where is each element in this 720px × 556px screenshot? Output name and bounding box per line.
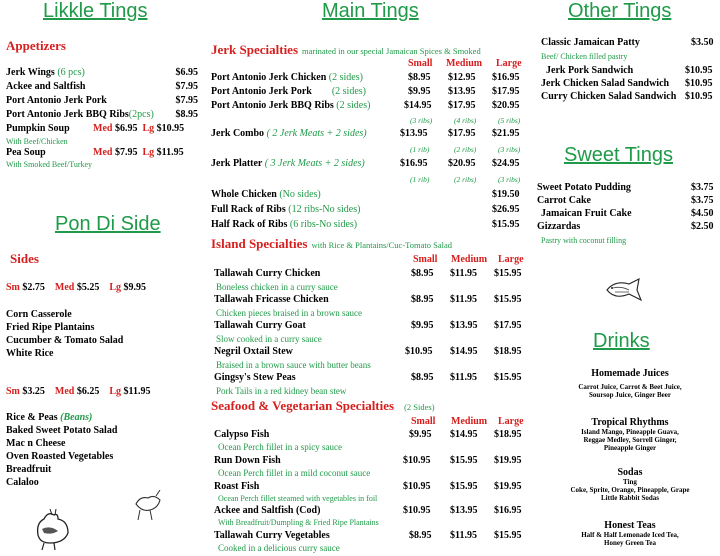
menu-item-price: $6.95 [175, 67, 198, 78]
price-medium: $15.95 [450, 455, 478, 466]
seafood-item-desc: Ocean Perch fillet steamed with vegetables in foil [218, 494, 378, 503]
price-medium: $11.95 [450, 294, 477, 305]
price-large: $19.50 [492, 189, 520, 200]
price-large: $20.95 [492, 100, 520, 111]
price-large: $16.95 [492, 72, 520, 83]
price-small: $16.95 [400, 158, 428, 169]
seafood-item-desc: Ocean Perch fillet in a mild coconut sauce [218, 468, 371, 478]
price-large: $26.95 [492, 204, 520, 215]
col-small: Small [411, 416, 436, 427]
island-item-desc: Boneless chicken in a curry sauce [216, 282, 338, 292]
patty-item: Classic Jamaican Patty [541, 37, 640, 48]
drink-line: Reggae Medley, Sorrell Ginger, [583, 436, 677, 444]
price-medium: $14.95 [450, 429, 478, 440]
sandwich-price: $10.95 [685, 91, 713, 102]
price-small: $8.95 [411, 268, 434, 279]
price-large: $18.95 [494, 346, 522, 357]
jerk-combo: Jerk Combo ( 2 Jerk Meats + 2 sides) [211, 128, 367, 139]
side-item: White Rice [6, 348, 54, 359]
drink-group [560, 520, 700, 547]
col-small: Small [408, 58, 433, 69]
island-item: Negril Oxtail Stew [214, 346, 293, 357]
col-large: Large [496, 58, 522, 69]
island-item-desc: Pork Tails in a red kidney bean stew [216, 386, 347, 396]
menu-item: Port Antonio Jerk BBQ Ribs(2pcs) [6, 109, 154, 120]
island-item: Tallawah Curry Goat [214, 320, 306, 331]
side-item: Fried Ripe Plantains [6, 322, 95, 333]
price-large: $19.95 [494, 455, 522, 466]
side-item: Breadfruit [6, 464, 52, 475]
pea-soup-note: With Smoked Beef/Turkey [6, 160, 93, 169]
side-item: Oven Roasted Vegetables [6, 451, 114, 462]
price-medium: $13.95 [448, 86, 476, 97]
rib-count: (1 rib) [410, 175, 430, 184]
menu-item: Port Antonio Jerk Pork [6, 95, 107, 106]
island-item-desc: Slow cooked in a curry sauce [216, 334, 322, 344]
drink-line: Half & Half Lemonade Iced Tea, [581, 531, 679, 539]
price-small: $9.95 [408, 86, 431, 97]
dessert-item: Carrot Cake [537, 195, 591, 206]
menu-item-price: $8.95 [175, 109, 198, 120]
price-small: $9.95 [411, 320, 434, 331]
side-item: Mac n Cheese [6, 438, 66, 449]
price-large: $24.95 [492, 158, 520, 169]
price-medium: $15.95 [450, 481, 478, 492]
pumpkin-soup-prices: Med $6.95 Lg $10.95 [93, 123, 185, 134]
sides-tier2-prices: Sm $3.25 Med $6.25 Lg $11.95 [6, 386, 151, 397]
jerk-specialties-heading: Jerk Specialties marinated in our special Jamaican Spices & Smoked [211, 42, 481, 57]
price-medium: $12.95 [448, 72, 476, 83]
side-item: Rice & Peas (Beans) [6, 412, 93, 423]
dessert-item: Sweet Potato Pudding [537, 182, 631, 193]
dessert-price: $4.50 [691, 208, 714, 219]
drink-group [560, 417, 700, 452]
drinks-header: Drinks [593, 330, 650, 352]
price-large: $15.95 [492, 219, 520, 230]
price-small: $9.95 [409, 429, 432, 440]
seafood-item: Roast Fish [214, 481, 260, 492]
seafood-item: Run Down Fish [214, 455, 281, 466]
price-medium: $13.95 [450, 505, 478, 516]
seafood-item: Ackee and Saltfish (Cod) [214, 505, 321, 516]
rib-count: (2 ribs) [454, 175, 477, 184]
price-large: $16.95 [494, 505, 522, 516]
price-medium: $14.95 [450, 346, 478, 357]
dessert-item: Gizzardas [537, 221, 581, 232]
price-small: $8.95 [411, 372, 434, 383]
dessert-price: $2.50 [691, 221, 714, 232]
drink-line: Island Mango, Pineapple Guava, [581, 428, 679, 436]
price-small: $8.95 [409, 530, 432, 541]
sandwich-item: Jerk Pork Sandwich [546, 65, 634, 76]
patty-price: $3.50 [691, 37, 714, 48]
price-small: $10.95 [403, 505, 431, 516]
price-large: $17.95 [492, 86, 520, 97]
seafood-heading: Seafood & Vegetarian Specialties (2 Sides) [211, 398, 435, 413]
price-small: $14.95 [404, 100, 432, 111]
dessert-price: $3.75 [691, 195, 714, 206]
jerk-item: Port Antonio Jerk BBQ Ribs (2 sides) [211, 100, 371, 111]
likkle-tings-header: Likkle Tings [43, 0, 148, 22]
drink-group-title: Sodas [617, 467, 643, 478]
price-large: $15.95 [494, 294, 522, 305]
price-medium: $11.95 [450, 530, 477, 541]
whole-item: Full Rack of Ribs (12 ribs-No sides) [211, 204, 361, 215]
main-tings-header: Main Tings [322, 0, 419, 22]
seafood-item-desc: With Breadfruit/Dumpling & Fried Ripe Plantains [218, 518, 379, 527]
sweet-tings-header: Sweet Tings [564, 144, 673, 166]
price-large: $18.95 [494, 429, 522, 440]
drink-group-title: Honest Teas [604, 520, 656, 531]
sandwich-item: Curry Chicken Salad Sandwich [541, 91, 677, 102]
rib-count: (3 ribs) [498, 145, 521, 154]
price-medium: $17.95 [448, 100, 476, 111]
other-tings-header: Other Tings [568, 0, 672, 22]
rib-count: (3 ribs) [498, 175, 521, 184]
rib-count: (2 ribs) [454, 145, 477, 154]
drink-line: Soursop Juice, Ginger Beer [589, 391, 671, 399]
whole-item: Whole Chicken (No sides) [211, 189, 321, 200]
pumpkin-soup-note: With Beef/Chicken [6, 137, 68, 146]
seafood-item: Tallawah Curry Vegetables [214, 530, 330, 541]
sandwich-price: $10.95 [685, 78, 713, 89]
pon-di-side-header: Pon Di Side [55, 213, 161, 235]
sides-title: Sides [10, 251, 39, 266]
dessert-note: Pastry with coconut filling [541, 236, 627, 245]
drink-group [560, 368, 700, 399]
price-small: $8.95 [408, 72, 431, 83]
price-small: $8.95 [411, 294, 434, 305]
price-medium: $11.95 [450, 372, 477, 383]
dessert-item: Jamaican Fruit Cake [541, 208, 632, 219]
price-small: $10.95 [403, 481, 431, 492]
fish-sketch-icon [603, 276, 643, 302]
price-large: $15.95 [494, 530, 522, 541]
island-item-desc: Braised in a brown sauce with butter beans [216, 360, 371, 370]
island-item-desc: Chicken pieces braised in a brown sauce [216, 308, 362, 318]
pea-soup: Pea Soup [6, 147, 46, 158]
rib-count: (3 ribs) [410, 116, 433, 125]
pea-soup-prices: Med $7.95 Lg $11.95 [93, 147, 184, 158]
island-item: Gingsy's Stew Peas [214, 372, 296, 383]
seafood-item-desc: Ocean Perch fillet in a spicy sauce [218, 442, 342, 452]
price-large: $15.95 [494, 372, 522, 383]
price-small: $10.95 [403, 455, 431, 466]
col-large: Large [498, 254, 524, 265]
price-large: $21.95 [492, 128, 520, 139]
appetizers-title: Appetizers [6, 38, 66, 53]
side-item: Corn Casserole [6, 309, 72, 320]
sides-tier1-prices: Sm $2.75 Med $5.25 Lg $9.95 [6, 282, 147, 293]
drink-line: Carrot Juice, Carrot & Beet Juice, [578, 383, 682, 391]
drink-group [560, 467, 700, 502]
drink-line: Honey Green Tea [604, 539, 656, 547]
drink-line: Coke, Sprite, Orange, Pineapple, Grape [570, 486, 690, 494]
price-medium: $20.95 [448, 158, 476, 169]
rib-count: (4 ribs) [454, 116, 477, 125]
rib-count: (5 ribs) [498, 116, 521, 125]
price-medium: $17.95 [448, 128, 476, 139]
menu-item-price: $7.95 [175, 81, 198, 92]
drink-line: Pineapple Ginger [603, 444, 657, 452]
col-large: Large [498, 416, 524, 427]
sandwich-item: Jerk Chicken Salad Sandwich [541, 78, 670, 89]
price-large: $15.95 [494, 268, 522, 279]
island-specialties-heading: Island Specialties with Rice & Plantains/Cuc-Tomato Salad [211, 236, 453, 251]
col-small: Small [413, 254, 438, 265]
price-large: $17.95 [494, 320, 522, 331]
jerk-item: Port Antonio Jerk Chicken (2 sides) [211, 72, 363, 83]
drink-group-title: Homemade Juices [591, 368, 669, 379]
drink-line: Ting [623, 478, 637, 486]
dessert-price: $3.75 [691, 182, 714, 193]
rib-count: (1 rib) [410, 145, 430, 154]
col-medium: Medium [446, 58, 483, 69]
side-item: Calaloo [6, 477, 39, 488]
price-small: $13.95 [400, 128, 428, 139]
price-medium: $11.95 [450, 268, 477, 279]
patty-note: Beef/ Chicken filled pastry [541, 52, 628, 61]
jerk-item: Port Antonio Jerk Pork (2 sides) [211, 86, 366, 97]
whole-item: Half Rack of Ribs (6 ribs-No sides) [211, 219, 358, 230]
seafood-item-desc: Cooked in a delicious curry sauce [218, 543, 340, 553]
drink-line: Little Rabbit Sodas [601, 494, 659, 502]
goat-sketch-icon [130, 488, 166, 524]
col-medium: Medium [451, 254, 488, 265]
pumpkin-soup: Pumpkin Soup [6, 123, 70, 134]
jerk-platter: Jerk Platter ( 3 Jerk Meats + 2 sides) [211, 158, 365, 169]
price-medium: $13.95 [450, 320, 478, 331]
price-large: $19.95 [494, 481, 522, 492]
sandwich-price: $10.95 [685, 65, 713, 76]
island-item: Tallawah Fricasse Chicken [214, 294, 329, 305]
drink-group-title: Tropical Rhythms [591, 417, 669, 428]
chicken-sketch-icon [28, 505, 74, 551]
side-item: Baked Sweet Potato Salad [6, 425, 118, 436]
price-small: $10.95 [405, 346, 433, 357]
col-medium: Medium [451, 416, 488, 427]
menu-item: Ackee and Saltfish [6, 81, 86, 92]
side-item: Cucumber & Tomato Salad [6, 335, 124, 346]
island-item: Tallawah Curry Chicken [214, 268, 321, 279]
menu-item: Jerk Wings (6 pcs) [6, 67, 85, 78]
menu-item-price: $7.95 [175, 95, 198, 106]
seafood-item: Calypso Fish [214, 429, 270, 440]
